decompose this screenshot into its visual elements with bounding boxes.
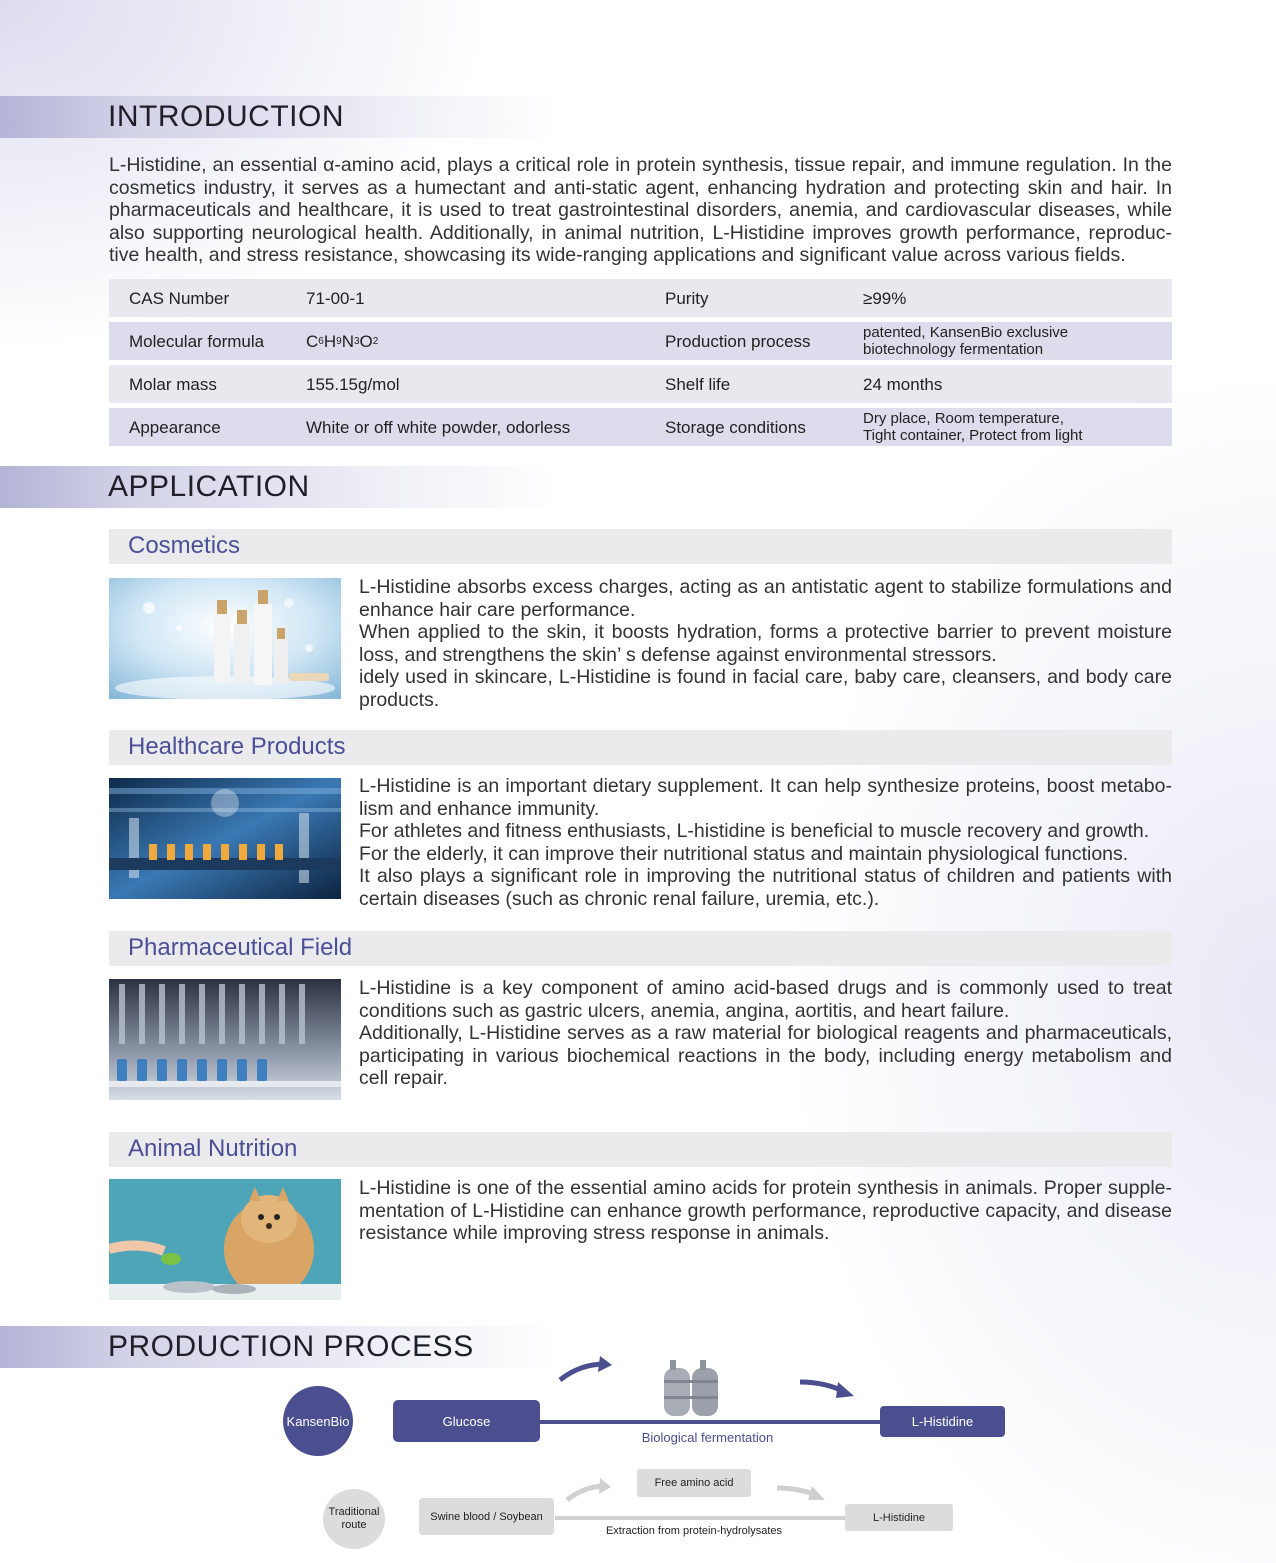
intro-heading: INTRODUCTION [108, 100, 344, 133]
process-heading: PRODUCTION PROCESS [108, 1330, 474, 1363]
spec-row-formula [109, 322, 1172, 360]
animal-text: L-Histidine is one of the essential amino acids for protein synthesis in animals. Proper supple-mentation of L-Histidine can enhance growth performance, reproductive capacity, and disease resistance while improving stress response in animals. [359, 1177, 1172, 1244]
animal-bar [109, 1132, 1172, 1167]
intro-text: L-Histidine, an essential α-amino acid, plays a critical role in protein synthesis, tissue repair, and immune regulation. In the cosmetics industry, it serves as a humectant and anti-static agent, enhancing hydration and protecting skin and hair. In pharmaceuticals and healthcare, it is used to treat gastrointestinal disorders, anemia, and cardiovascular diseases, while also supporting neurological health. Additionally, in animal nutrition, L-Histidine improves growth performance, reproduc-tive health, and stress resistance, showcasing its wide-ranging applications and significant value across various fields. [109, 154, 1172, 266]
kansenbio-badge: KansenBio [283, 1386, 353, 1456]
kansen-output-node: L-Histidine [880, 1406, 1005, 1437]
spec-label: Appearance [129, 417, 221, 437]
fermenter-tank-icon [664, 1360, 718, 1416]
healthcare-text: L-Histidine is an important dietary supplement. It can help synthesize proteins, boost metabo-lism and enhance immunity. For athletes and fitness enthusiasts, L-histidine is beneficial to muscle recovery and growth. For the elderly, it can improve their nutritional status and maintain physiological functions. It also plays a significant role in improving the nutritional status of children and patients with certain diseases (such as chronic renal failure, uremia, etc.). [359, 775, 1172, 910]
traditional-route-badge: Traditional route [323, 1489, 385, 1549]
pharma-bar [109, 931, 1172, 966]
arrow-head-icon [808, 1486, 825, 1500]
spec-label: Purity [665, 288, 709, 308]
spec-value: White or off white powder, odorless [306, 417, 571, 437]
extraction-label: Extraction from protein-hydrolysates [605, 1525, 783, 1537]
swine-soybean-node: Swine blood / Soybean [419, 1498, 554, 1535]
arrow-head-icon [599, 1478, 611, 1494]
traditional-output-node: L-Histidine [845, 1504, 953, 1531]
arrow-head-icon [598, 1356, 612, 1372]
application-header [0, 466, 560, 508]
application-heading: APPLICATION [108, 470, 310, 503]
cosmetics-image [109, 578, 341, 699]
spec-row-cas [109, 279, 1172, 317]
cosmetics-text: L-Histidine absorbs excess charges, acting as an antistatic agent to stabilize formulations and enhance hair care performance. When applied to the skin, it boosts hydration, forms a protective barrier to prevent moisture loss, and strengthens the skin’ s defense against environmental stressors. idely used in skincare, L-Histidine is found in facial care, baby care, cleansers, and body care products. [359, 576, 1172, 711]
spec-label: CAS Number [129, 288, 230, 308]
spec-label: Storage conditions [665, 417, 806, 437]
spec-label: Production process [665, 331, 811, 351]
intro-header [0, 96, 560, 138]
animal-image [109, 1179, 341, 1300]
fermentation-label: Biological fermentation [641, 1430, 774, 1445]
free-amino-acid-node: Free amino acid [637, 1469, 751, 1497]
spec-label: Shelf life [665, 374, 731, 394]
spec-value: Dry place, Room temperature, Tight container, Protect from light [863, 410, 1083, 444]
molecular-formula: C 6 H 9 N 3 O 2 [306, 331, 379, 351]
arrow-head-icon [836, 1382, 854, 1398]
spec-value: 71-00-1 [306, 288, 365, 308]
spec-value: 155.15g/mol [306, 374, 400, 394]
spec-value: 24 months [863, 374, 943, 394]
spec-row-molar-mass [109, 365, 1172, 403]
glucose-node: Glucose [393, 1400, 540, 1442]
healthcare-title: Healthcare Products [128, 733, 346, 760]
arrow-icon [560, 1364, 605, 1380]
spec-value: patented, KansenBio exclusive biotechnology fermentation [863, 324, 1069, 358]
spec-label: Molecular formula [129, 331, 265, 351]
cosmetics-title: Cosmetics [128, 532, 241, 559]
pharma-image [109, 979, 341, 1100]
pharma-title: Pharmaceutical Field [128, 934, 353, 961]
spec-label: Molar mass [129, 374, 217, 394]
cosmetics-bar [109, 529, 1172, 564]
spec-table [109, 279, 1172, 451]
pharma-text: L-Histidine is a key component of amino acid-based drugs and is commonly used to treat conditions such as gastric ulcers, anemia, angina, aortitis, and heart failure. Additionally, L-Histidine serves as a raw material for biological reagents and pharmaceuticals, participating in various biochemical reactions in the body, including energy metabolism and cell repair. [359, 977, 1172, 1089]
healthcare-image [109, 778, 341, 899]
animal-title: Animal Nutrition [128, 1135, 298, 1162]
spec-row-appearance [109, 408, 1172, 446]
spec-value: ≥99% [863, 288, 907, 308]
healthcare-bar [109, 730, 1172, 765]
